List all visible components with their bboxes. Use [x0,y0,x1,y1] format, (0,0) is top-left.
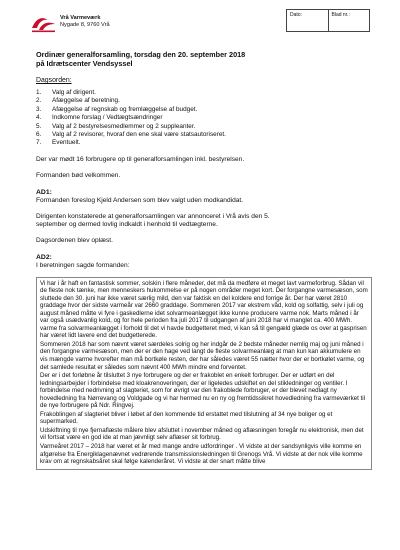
welcome-text: Formanden bød velkommen. [36,171,121,179]
agenda-item: 7. Eventuelt. [36,139,81,147]
agenda-list [36,89,372,148]
company-name: Vrå Varmeværk [60,15,101,21]
report-paragraph: Sommeren 2018 har som nævnt været særdeles solrig og her indgår de 2 bedste måneder nemlig maj og juni måned i den forgangne varmesæson, men der er den hage ved langt de fleste solvarmeanlæg at man kun kan akkumulere en vis mængde varme hvorefter man må bortkøle resten, der har således været 55 nætter hvor der er bortkølet varme, og det samlede resultat er således som nævnt 400 MWh mindre end forventet. [40,340,365,371]
agenda-label: Dagsorden: [36,77,72,84]
agenda-item: 5. Valg af 2 bestyrelsesmedlemmer og 2 suppleanter. [36,122,196,130]
agenda-item: 6. Valg af 2 revisorer, hvoraf den ene skal være statsautoriseret. [36,131,226,139]
agenda-item: 2. Afæggelse af beretning. [36,97,120,105]
ad2-intro: I beretningen sagde formanden: [36,262,130,270]
company-address: Nygade 8, 9760 Vrå [60,22,110,28]
ad1-text: Formanden foreslog Kjeld Andersen som blev valgt uden modkandidat. [36,197,244,205]
report-paragraph: Udskiftning til nye fjernaflæste målere blev afsluttet i november måned og aflæsningen foregår nu elektronisk, men det vil fortsat være en god ide at man jævnligt selv aflæser sit forbrug. [40,426,364,442]
document-title-line-1: Ordinær generalforsamling, torsdag den 20. september 2018 [36,50,246,59]
company-logo-icon [30,14,58,34]
report-paragraph: Varmeåret 2017 – 2018 har været et år med mange andre udfordringer . Vi vidste at der sandsynligvis ville komme en afgørelse fra Energiklagenævnet vedrørende transmissionsledningen til Grenogs Vrå. Vi vidste at der nok ville komme krav om at regnskabsåret skal følge kalenderåret. Vi vidste at der snart måtte blive [40,442,363,466]
ad1-text: september og dermed lovlig indkaldt i henhold til vedtægterne. [36,221,218,229]
company-info [60,15,110,29]
page-number-field: Blad nr.: [328,10,370,31]
report-text-box [36,277,372,470]
attendance-text: Der var mødt 16 forbrugere op til generalforsamlingen inkl. bestyrelsen. [36,155,245,163]
report-paragraph: Der er i det forløbne år tilsluttet 3 nye forbrugere og der er frakoblet en enkelt forbruger. Der er udført en del ledningsarbejder i forbindelse med kloakrenoveringen, der er ligeledes udskiftet en del stikledninger og ventiler. I forbindelse med nedrivning af slagteriet, som for øvrigt var den frakoblede forbruger, er der blevet nedlagt ny hovedledning fra Nørrevang og Voldgade og vi har hermed nu en ny og fremtidssikret hovedledning fra varmeværket til de nye forbrugere på Ndr. Ringvej. [40,372,366,410]
agenda-item: 1. Valg af dirigent. [36,89,96,96]
report-paragraph: Frakoblingen af slagteriet bliver i løbet af den kommende tid erstattet med tilslutning af 34 nye boliger og et supermarked. [40,410,333,426]
ad1-text: Dirigenten konstaterede at generalforsamlingen var annonceret i Vrå avis den 5. [36,213,270,221]
header-meta-box [286,9,370,32]
report-paragraph: Vi har i år haft en fantastisk sommer, solskin i flere måneder, det må da medføre et meget lavt varmeforbrug. Sådan vil de fleste nok tænke, men menneskers hukommelse er på nogen områder meget kort. Der forgangne varmesæson, som sluttede den 30. juni har ikke været særlig mild, den var faktisk en del koldere end forrige år. Der har været 2810 graddage hvor der sidste varmeår var 2660 graddage. Sommeren 2017 var ekstrem våd, kold og solfattig, selv i juli og august måned måtte vi fyre i gaskedlerne idet solvarmeanlægget ikke kunne producere varme nok. Marts måned i år var også usædvanlig kold, og for hele perioden fra juli 2017 til udgangen af juni 2018 har vi manglet ca. 400 MWh. varme fra solvarmeanlægget i forhold til det vi havde budgetteret med, vi kan så til gengæld glæde os over at gasprisen har været lidt lavere end det budgetterede. [40,279,368,340]
document-body [36,50,372,470]
agenda-item: 3. Afæggelse af regnskab og fremlæggelse af budget. [36,105,198,113]
document-title-line-2: på Idrætscenter Vendsyssel [36,59,133,68]
ad1-text: Dagsordenen blev oplæst. [36,237,113,245]
date-field: Dato: [290,12,302,18]
agenda-item: 4. Indkomne forslag / Vedtægtsændringer [36,114,163,122]
ad1-heading: AD1: [36,189,52,197]
ad2-heading: AD2: [36,254,52,262]
